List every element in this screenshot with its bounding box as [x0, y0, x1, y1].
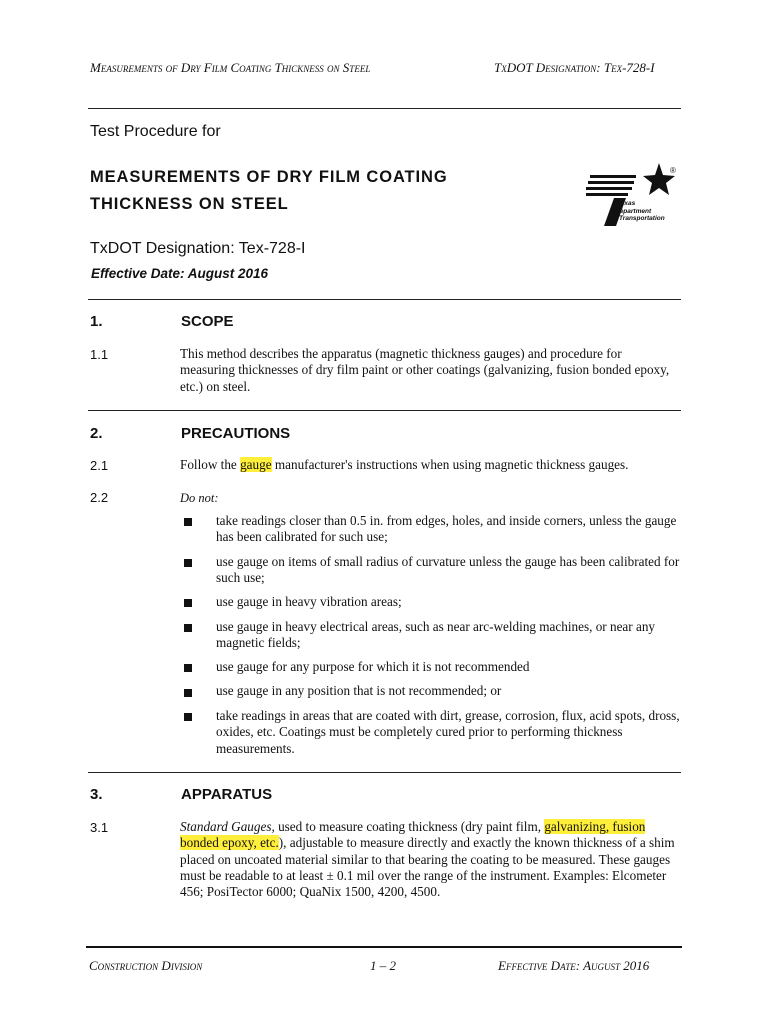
bullet-marker — [184, 713, 192, 721]
paragraph-2-1-rest: manufacturer's instructions when using magnetic thickness gauges. — [271, 457, 629, 472]
paragraph-3-1-number: 3.1 — [90, 820, 109, 835]
logo-text-line-2: Department — [615, 207, 652, 215]
effective-date: Effective Date: August 2016 — [91, 266, 269, 281]
section-2-divider — [88, 772, 681, 773]
section-1-divider — [88, 410, 681, 411]
paragraph-1-1-text: This method describes the apparatus (magnetic thickness gauges) and procedure for measuring thicknesses of dry film paint or other coatings (galvanizing, fusion bonded epoxy, etc.) on steel. — [180, 346, 670, 394]
paragraph-3-1-text — [180, 819, 675, 900]
pre-title: Test Procedure for — [90, 123, 221, 140]
term-standard-gauges: Standard Gauges, — [180, 819, 275, 834]
paragraph-2-1-text — [180, 457, 675, 473]
logo-text-line-3: of Transportation — [611, 215, 665, 222]
bullet-marker — [184, 664, 192, 672]
paragraph-2-2-number: 2.2 — [90, 490, 109, 505]
list-item: use gauge in heavy electrical areas, such as near arc-welding machines, or near any magnetic fields; — [216, 619, 656, 651]
section-3-title: APPARATUS — [181, 786, 273, 803]
list-item: use gauge for any purpose for which it is not recommended — [216, 659, 530, 674]
header-divider — [88, 108, 681, 109]
section-3-number: 3. — [90, 786, 103, 803]
bullet-marker — [184, 559, 192, 567]
bullet-marker — [184, 689, 192, 697]
document-title-line-2: THICKNESS ON STEEL — [90, 195, 289, 213]
list-item: use gauge on items of small radius of curvature unless the gauge has been calibrated for such use; — [216, 554, 680, 586]
paragraph-2-1-number: 2.1 — [90, 458, 109, 473]
list-item: take readings in areas that are coated with dirt, grease, corrosion, flux, acid spots, dross, oxides, etc. Coatings must be completely cured prior to performing thickness measurements. — [216, 708, 680, 756]
paragraph-3-1-rest: ), adjustable to measure directly and exactly the known thickness of a shim placed on uncoated material similar to that bearing the coating to be measured. These gauges must be readable to at least ± 0.1 mil over the range of the instrument. Examples: Elcometer 456; PosiTector 6000; QuaNix 1500, 4200, 4500. — [180, 835, 675, 900]
document-title-line-1: MEASUREMENTS OF DRY FILM COATING — [90, 168, 448, 186]
footer-effective-date: Effective Date: August 2016 — [498, 958, 650, 973]
bullet-marker — [184, 518, 192, 526]
highlight-bonded-epoxy: bonded epoxy, etc. — [180, 835, 279, 851]
section-2-number: 2. — [90, 425, 103, 442]
section-2-title: PRECAUTIONS — [181, 425, 291, 442]
running-header-title: Measurements of Dry Film Coating Thickness on Steel — [90, 60, 371, 75]
highlight-galvanizing: galvanizing, fusion — [544, 819, 646, 834]
page-number: 1 – 2 — [370, 958, 396, 973]
section-1-title: SCOPE — [181, 313, 234, 330]
txdot-logo — [586, 158, 682, 230]
registered-mark: ® — [670, 166, 676, 175]
running-header-designation: TxDOT Designation: Tex-728-I — [494, 60, 655, 75]
paragraph-1-1-number: 1.1 — [90, 347, 109, 362]
footer-division: Construction Division — [89, 958, 203, 973]
paragraph-3-1-lead: used to measure coating thickness (dry paint film, — [274, 819, 545, 834]
logo-text-line-1: Texas — [617, 200, 636, 207]
title-divider — [88, 299, 681, 300]
footer-divider — [86, 946, 682, 948]
designation: TxDOT Designation: Tex-728-I — [90, 240, 306, 257]
bullet-marker — [184, 599, 192, 607]
section-1-number: 1. — [90, 313, 103, 330]
list-item: use gauge in any position that is not recommended; or — [216, 683, 502, 698]
bullet-marker — [184, 624, 192, 632]
list-item: take readings closer than 0.5 in. from edges, holes, and inside corners, unless the gauge has been calibrated for such use; — [216, 513, 677, 545]
paragraph-2-2-intro: Do not: — [180, 491, 219, 505]
list-item: use gauge in heavy vibration areas; — [216, 594, 402, 609]
paragraph-2-1-lead: Follow the — [180, 457, 241, 472]
highlight-gauge: gauge — [240, 457, 272, 472]
